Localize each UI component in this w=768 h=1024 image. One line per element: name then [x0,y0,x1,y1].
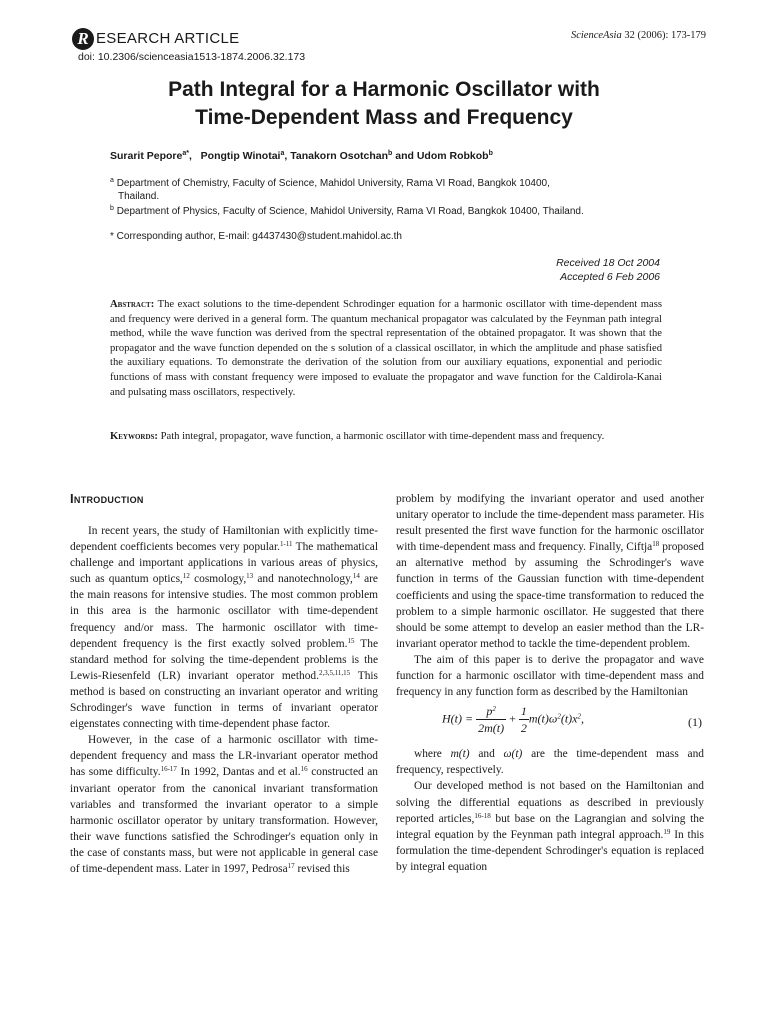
paragraph [396,778,704,875]
text-run: The mathematical challenge and important applications in various areas of physics, such as quantum optics, [70,541,378,586]
text-run: In 1992, Dantas and et al. [176,766,301,779]
fraction-half [519,703,529,736]
corresponding-author: * Corresponding author, E-mail: g4437430@student.mahidol.ac.th [110,231,402,242]
citation: 16-17 [160,765,177,774]
affiliation-b-mark: b [110,205,114,212]
eq-exponent: 2 [577,712,581,721]
body-column-right [396,491,704,875]
math-symbol: m(t) [450,748,470,761]
eq-exponent: 2 [492,705,496,714]
text-run: and nanotechnology, [253,573,353,586]
eq-symbol: p [486,704,493,719]
author-conjunction: and [392,150,417,162]
eq-term: (t)x [560,711,578,726]
text-run: and [469,748,504,761]
received-date: Received 18 Oct 2004 [556,257,660,269]
fraction-denominator: 2 [520,721,527,736]
fraction-numerator: 1 [519,703,529,720]
fraction-numerator [476,703,506,720]
citation: 14 [352,572,360,581]
text-run: constructed an invariant operator from the canonical invariant transformation variables and transformed the invariant operator to a simple harmonic oscillator operator by unitary transformation. However, their wave functions satisfied the Schrodinger's equation only in the case of constants mass, but were not applicable in general case of time-dependent mass. Later in 1997, Pedrosa [70,766,378,875]
journal-volume-pages: 32 (2006): 173-179 [621,30,706,41]
paragraph: The aim of this paper is to derive the propagator and wave function for a harmonic oscillator with time-dependent mass and frequency in any function form as described by the Hamiltonian [396,653,704,699]
affiliation-b [110,205,584,218]
paper-title [90,76,678,132]
keywords-label: Keywords: [110,431,158,442]
text-run: cosmology, [189,573,247,586]
text-run: Our developed method is not based on the Hamiltonian and solving the differential equations as described in previously reported articles, [396,780,704,825]
citation: 2,3,5,11,15 [318,668,351,677]
journal-citation [571,30,706,41]
text-run: are the main reasons for intensive studies. The most common problem in this area is the harmonic oscillator with time-dependent frequency and/or mass. The harmonic oscillator with time-dependent frequency is the first exactly solved problem. [70,573,378,650]
author-2-affil: a [280,150,285,157]
author-4-affil: b [488,150,493,157]
fraction-denominator: 2m(t) [478,721,505,736]
citation: 12 [182,572,190,581]
section-label: ESEARCH ARTICLE [96,30,240,47]
citation: 19 [663,827,671,836]
equation-1 [396,700,704,746]
text-run: The standard method for solving the time-dependent problems is the Lewis-Riesenfeld (LR) invariant operator method. [70,637,378,682]
citation: 16 [300,765,308,774]
text-run: In recent years, the study of Hamiltonian with explicitly time-dependent coefficients becomes very popular. [70,525,378,554]
affiliation-b-line-1: Department of Physics, Faculty of Science, Mahidol University, Rama VI Road, Bangkok 10400, Thailand. [116,206,584,217]
citation: 15 [347,636,355,645]
citation: 16-18 [474,811,491,820]
affiliation-a [110,177,550,203]
body-column-left [70,523,378,877]
paragraph [70,523,378,732]
paragraph [396,491,704,652]
keywords [110,430,662,445]
author-3: Tanakorn Osotchan [290,150,389,162]
author-list: Surarit Pepore$^{a*}$, Pongtip Winotai$^a$, Tanakorn Osotchan$^b$ and Udom Robkob$^b$ [110,150,493,162]
equation-lhs: H(t) = [442,711,477,726]
research-article-logo: R [72,28,94,50]
paragraph [396,746,704,778]
text-run: This method is based on constructing an invariant operator and writing Schrodinger's wave function in terms of invariant operator eigenstates connecting with time-dependent phase factor. [70,669,378,731]
text-run: where [414,748,451,761]
abstract [110,298,662,400]
title-line-2: Time-Dependent Mass and Frequency [195,106,573,129]
equation-number: (1) [688,715,702,730]
affiliation-a-mark: a [110,177,114,184]
title-line-1: Path Integral for a Harmonic Oscillator with [168,78,600,101]
accepted-date: Accepted 6 Feb 2006 [560,271,660,283]
fraction-kinetic [476,703,506,736]
text-run: In this formulation the time-dependent Schrodinger's equation is replaced by integral equation [396,828,704,873]
text-run: However, in the case of a harmonic oscillator with time-dependent frequency and mass the LR-invariant operator method has some difficulty. [70,734,378,779]
affiliation-a-line-2: Thailand. [118,191,160,202]
citation: 13 [246,572,254,581]
paragraph [70,732,378,877]
text-run: proposed an alternative method by assuming the Schrodinger's wave function in terms of the Gaussian function with time-dependent coefficients and using the space-time transformation to reduced the problem to a simple harmonic oscillator. He suggested that there should be some attempt to develop an easier method than the LR-invariant operator method to tackle the time-dependent problem. [396,541,704,650]
citation: 18 [652,540,660,549]
eq-term: m(t)ω [528,711,558,726]
eq-punct: , [581,711,584,726]
citation: 17 [287,861,295,870]
text-run: are the time-dependent mass and frequency, respectively. [396,748,704,777]
journal-name: ScienceAsia [570,30,622,41]
math-symbol: ω(t) [503,748,523,761]
author-2: Pongtip Winotai [200,150,281,162]
equation-body [442,703,584,736]
text-run: revised this [294,862,350,875]
doi: doi: 10.2306/scienceasia1513-1874.2006.32.173 [78,51,306,63]
text-run: but base on the Lagrangian and solving the integral equation by the Feynman path integral approach. [396,812,705,841]
author-4: Udom Robkob [416,150,489,162]
abstract-text: The exact solutions to the time-dependent Schrodinger equation for a harmonic oscillator with time-dependent mass and frequency were derived in a general form. The quantum mechanical propagator was calculated by the Feynman path integral method, while the wave function was derived from the spectral representation of the obtained propagator. It was shown that the propagator and the wave function depended on the s solution of a classical oscillator, in which the amplitude and phase satisfied the auxiliary equations. To demonstrate the derivation of the solution from our auxiliary equations, exponential and periodic functions of mass with constant frequency were imposed to evaluate the propagator and wave function for the Caldirola-Kanai and pulsating mass oscillators, respectively. [110,299,662,398]
affiliation-a-line-1: Department of Chemistry, Faculty of Science, Mahidol University, Rama VI Road, Bangkok 10400, [116,178,550,189]
keywords-text: Path integral, propagator, wave function, a harmonic oscillator with time-dependent mass and frequency. [157,431,605,442]
author-1: Surarit Pepore [110,150,183,162]
eq-exponent: 2 [557,712,561,721]
author-3-affil: b [388,150,393,157]
text-run: problem by modifying the invariant operator and used another unitary operator to include the time-dependent mass parameter. His result presented the first wave function for the harmonic oscillator with time-dependent mass and frequency. Finally, Ciftja [396,493,704,554]
eq-operator: + [509,711,519,726]
section-heading-introduction: Introduction [70,491,144,506]
citation: 1-11 [279,540,293,549]
abstract-label: Abstract: [110,299,155,310]
author-1-affil: a* [182,150,189,157]
